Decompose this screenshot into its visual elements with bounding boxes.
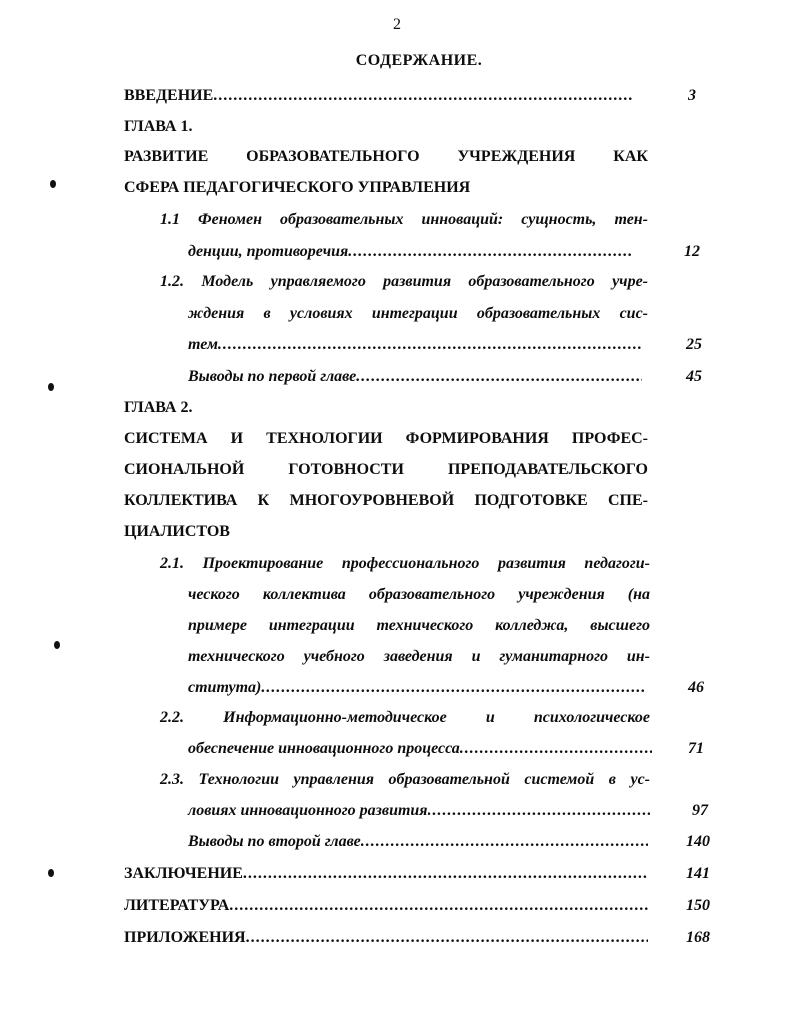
chapter2-heading: ГЛАВА 2. bbox=[124, 399, 193, 416]
toc-page-1-1: 12 bbox=[684, 243, 700, 260]
toc-page-2-2: 71 bbox=[688, 740, 704, 757]
toc-page-2-3: 97 bbox=[692, 802, 708, 819]
toc-entry-ch1-conclusions[interactable] bbox=[188, 368, 642, 386]
section-2-1-line1: 2.1. Проектирование профессионального развития педагоги- bbox=[160, 555, 650, 572]
scan-mark bbox=[50, 180, 56, 188]
toc-entry-intro[interactable] bbox=[124, 87, 632, 105]
dot-leader bbox=[348, 243, 632, 261]
chapter2-title-line2: СИОНАЛЬНОЙ ГОТОВНОСТИ ПРЕПОДАВАТЕЛЬСКОГО bbox=[124, 461, 648, 478]
section-2-1-line4: технического учебного заведения и гуманитарного ин- bbox=[188, 648, 650, 665]
section-1-1-line1: 1.1 Феномен образовательных инноваций: сущность, тен- bbox=[160, 211, 648, 228]
dot-leader bbox=[361, 833, 648, 851]
toc-label-literature: ЛИТЕРАТУРА bbox=[124, 897, 230, 914]
section-1-2-line3: тем bbox=[188, 336, 218, 353]
toc-entry-1-2[interactable] bbox=[188, 336, 642, 354]
toc-page-1-2: 25 bbox=[686, 336, 702, 353]
toc-page-literature: 150 bbox=[686, 897, 710, 914]
toc-page-ch1-conclusions: 45 bbox=[686, 368, 702, 385]
chapter2-title-line1: СИСТЕМА И ТЕХНОЛОГИИ ФОРМИРОВАНИЯ ПРОФЕС- bbox=[124, 430, 648, 447]
dot-leader bbox=[261, 679, 644, 697]
section-1-1-line2: денции, противоречия bbox=[188, 243, 349, 260]
scan-mark bbox=[48, 383, 54, 391]
section-2-2-line1: 2.2. Информационно-методическое и психологическое bbox=[160, 709, 650, 726]
toc-label-intro: ВВЕДЕНИЕ bbox=[124, 87, 214, 104]
section-2-2-line2: обеспечение инновационного процесса bbox=[188, 740, 460, 757]
toc-entry-ch2-conclusions[interactable] bbox=[188, 833, 648, 851]
section-2-1-line5: ститута) bbox=[188, 679, 262, 696]
section-2-3-line1: 2.3. Технологии управления образовательной системой в ус- bbox=[160, 771, 650, 788]
section-2-1-line3: примере интеграции технического колледжа, высшего bbox=[188, 617, 650, 634]
chapter1-heading: ГЛАВА 1. bbox=[124, 118, 193, 135]
chapter1-title-line1: РАЗВИТИЕ ОБРАЗОВАТЕЛЬНОГО УЧРЕЖДЕНИЯ КАК bbox=[124, 148, 648, 165]
toc-entry-literature[interactable] bbox=[124, 897, 648, 915]
dot-leader bbox=[218, 336, 642, 354]
section-1-2-line2: ждения в условиях интеграции образовательных сис- bbox=[188, 305, 648, 322]
section-2-1-line2: ческого коллектива образовательного учреждения (на bbox=[188, 586, 650, 603]
toc-page-appendices: 168 bbox=[686, 929, 710, 946]
dot-leader bbox=[460, 740, 652, 758]
dot-leader bbox=[246, 929, 648, 947]
toc-entry-conclusion[interactable] bbox=[124, 865, 648, 883]
dot-leader bbox=[229, 897, 648, 915]
toc-label-conclusion: ЗАКЛЮЧЕНИЕ bbox=[124, 865, 243, 882]
scan-mark bbox=[48, 869, 54, 877]
chapter2-title-line4: ЦИАЛИСТОВ bbox=[124, 523, 230, 540]
dot-leader bbox=[356, 368, 642, 386]
scan-mark bbox=[54, 641, 60, 649]
toc-label-appendices: ПРИЛОЖЕНИЯ bbox=[124, 929, 246, 946]
page-title: СОДЕРЖАНИЕ. bbox=[355, 52, 483, 69]
toc-entry-appendices[interactable] bbox=[124, 929, 648, 947]
chapter1-title-line2: СФЕРА ПЕДАГОГИЧЕСКОГО УПРАВЛЕНИЯ bbox=[124, 179, 471, 196]
section-2-3-line2: ловиях инновационного развития bbox=[188, 802, 428, 819]
dot-leader bbox=[243, 865, 648, 883]
toc-entry-2-3[interactable] bbox=[188, 802, 650, 820]
chapter2-title-line3: КОЛЛЕКТИВА К МНОГОУРОВНЕВОЙ ПОДГОТОВКЕ СПЕ- bbox=[124, 492, 648, 509]
toc-entry-1-1[interactable] bbox=[188, 243, 632, 261]
toc-page-ch2-conclusions: 140 bbox=[686, 833, 710, 850]
section-1-2-line1: 1.2. Модель управляемого развития образовательного учре- bbox=[160, 273, 648, 290]
toc-entry-2-1[interactable] bbox=[188, 679, 644, 697]
toc-page-conclusion: 141 bbox=[686, 865, 710, 882]
dot-leader bbox=[213, 87, 632, 105]
toc-page-2-1: 46 bbox=[688, 679, 704, 696]
dot-leader bbox=[428, 802, 650, 820]
toc-page-intro: 3 bbox=[688, 87, 696, 104]
page-number: 2 bbox=[393, 16, 401, 33]
toc-entry-2-2[interactable] bbox=[188, 740, 652, 758]
ch2-conclusions-label: Выводы по второй главе bbox=[188, 833, 361, 850]
ch1-conclusions-label: Выводы по первой главе bbox=[188, 368, 357, 385]
